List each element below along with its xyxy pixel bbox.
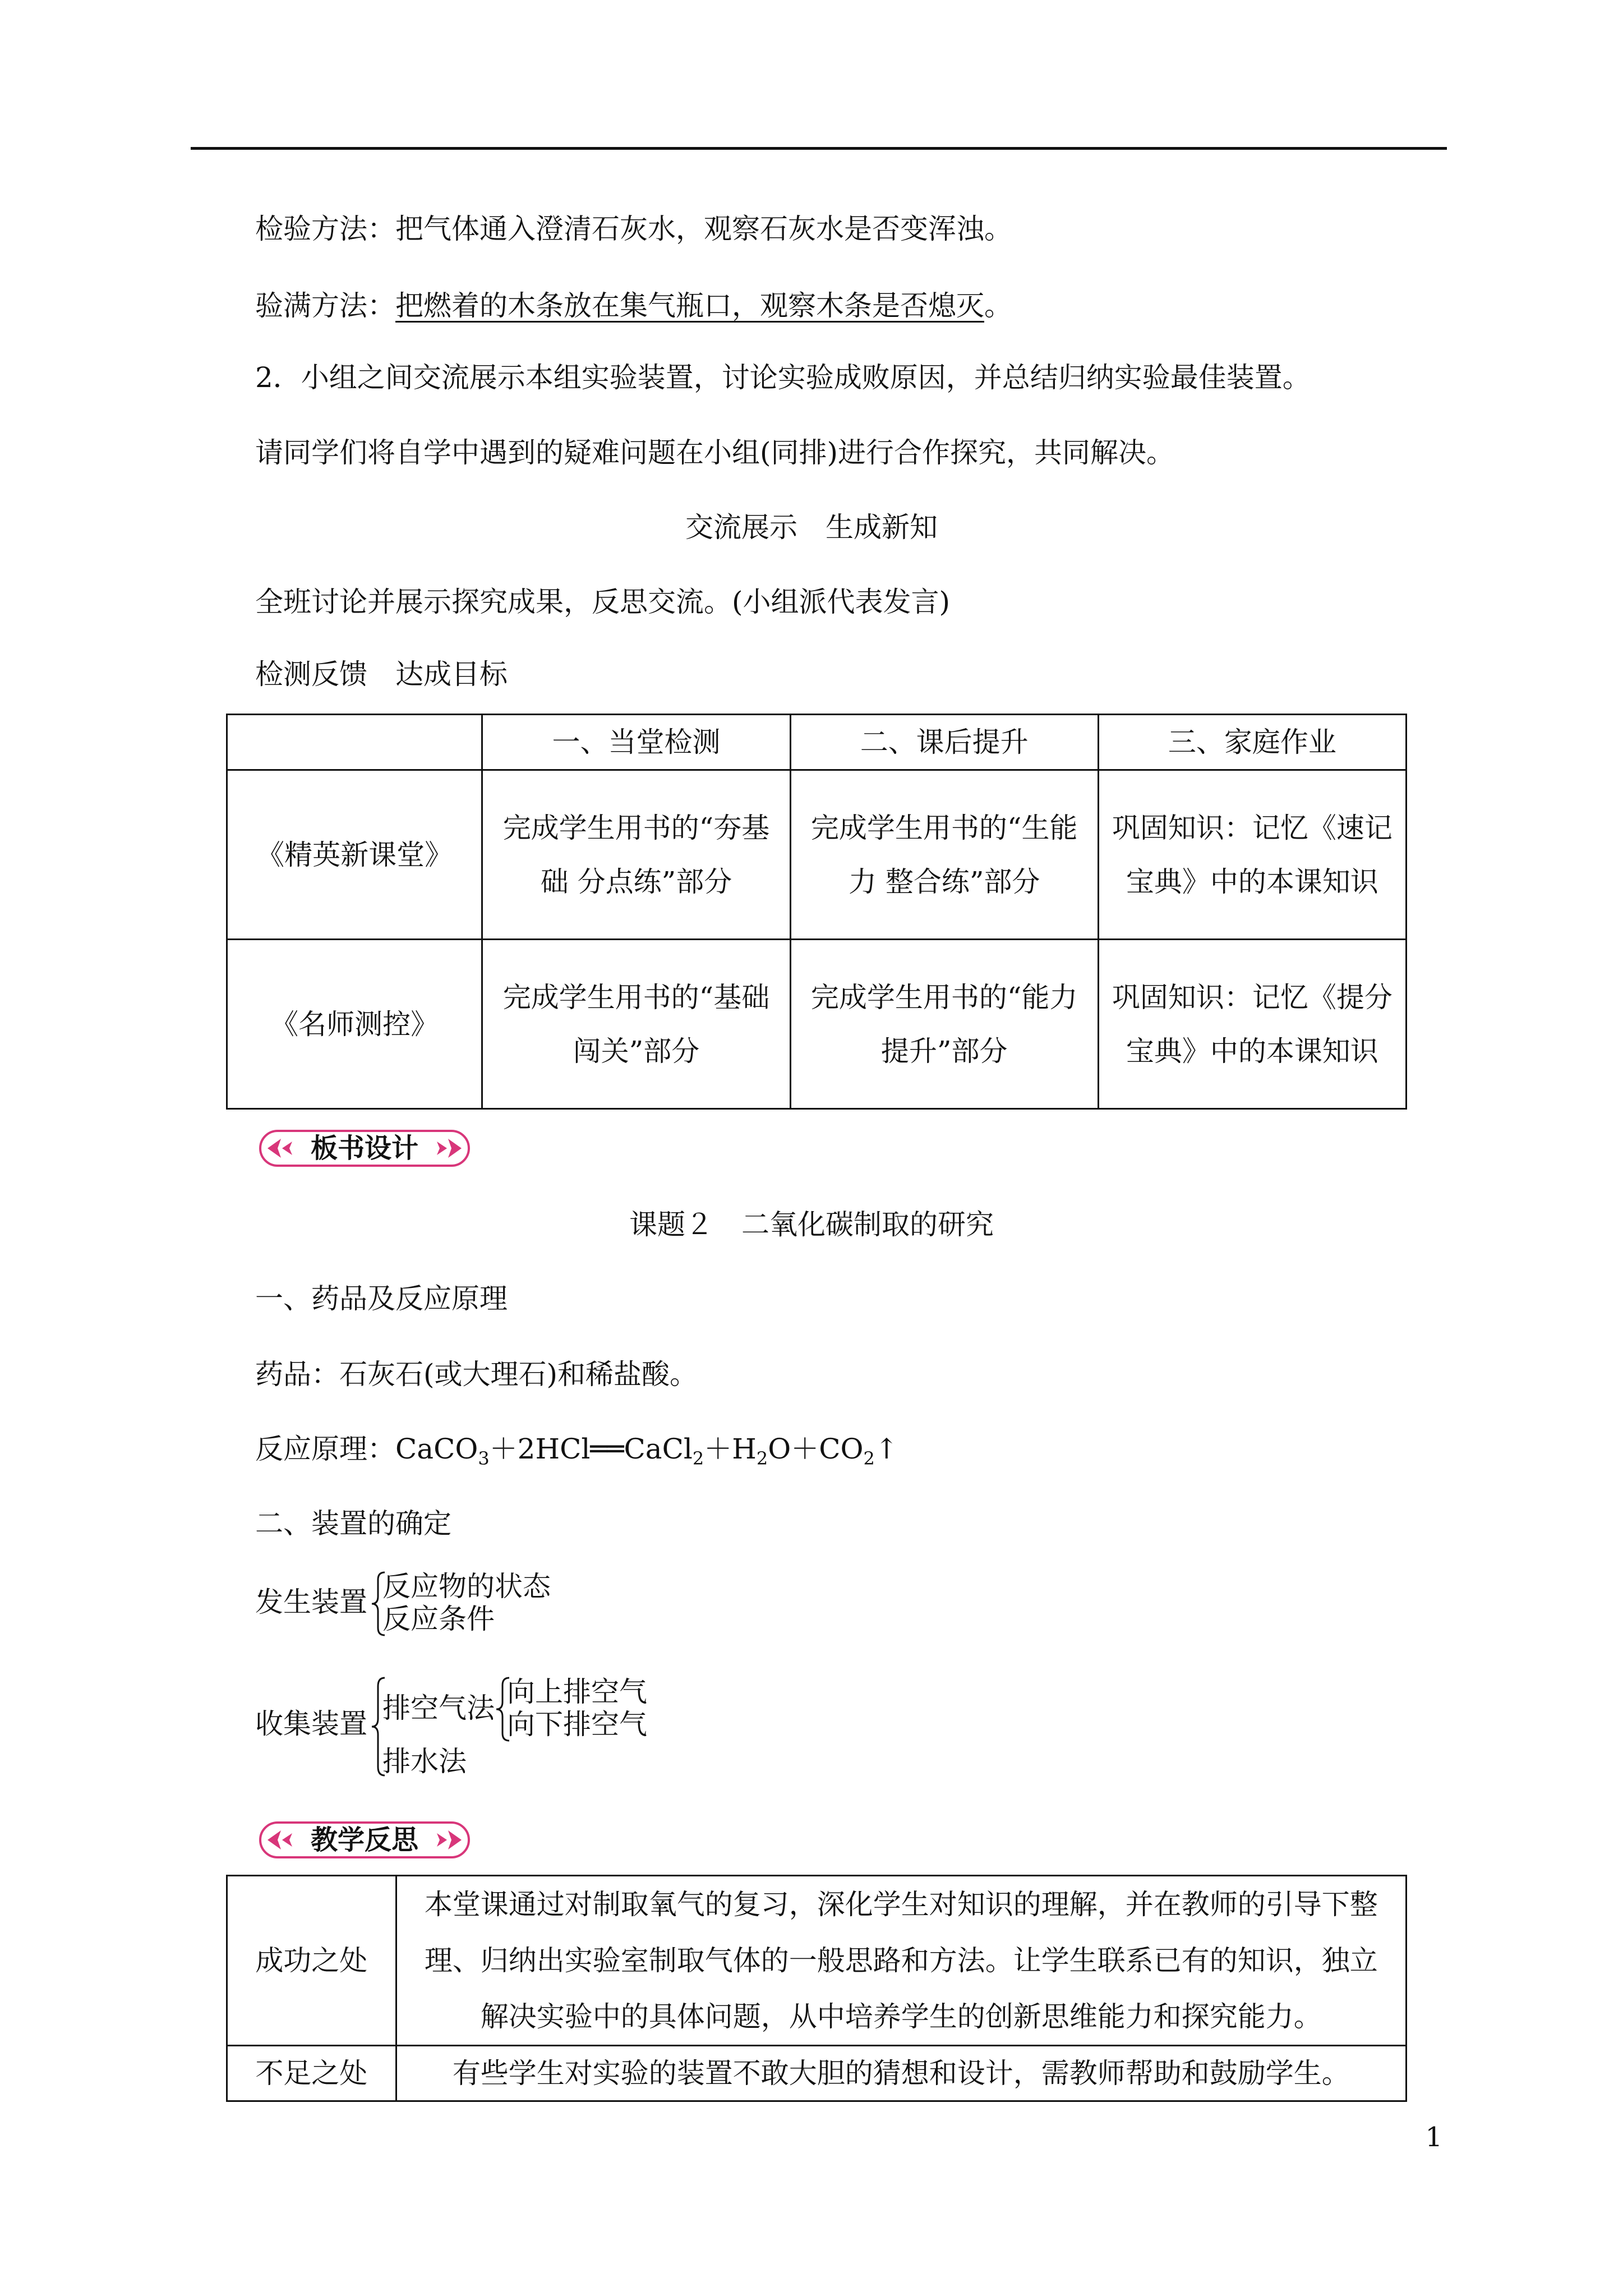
reflection-badge [255,1819,474,1861]
table-row [227,1876,1407,2046]
board-title: 课题２ 二氧化碳制取的研究 [629,1208,994,1241]
item-2-line: 2．小组之间交流展示本组实验装置，讨论实验成败原因，并总结归纳实验最佳装置。 [255,361,1311,394]
col-air-item: 向上排空气 [507,1676,647,1708]
board-drugs: 药品：石灰石(或大理石)和稀盐酸。 [255,1358,698,1391]
full-method-end: 。 [984,289,1012,322]
gen-device-item: 反应物的状态 [382,1570,551,1603]
table-cell: 成功之处 [227,1876,396,2046]
table-header-row [227,715,1407,770]
up-arrow-icon: ↑ [874,1433,898,1465]
table-header-cell: 一、当堂检测 [482,715,790,770]
reaction-subscript: 2 [756,1448,768,1469]
table-cell: 完成学生用书的“夯基础 分点练”部分 [482,770,790,940]
homework-table [226,714,1407,1110]
reaction-subscript: 2 [692,1448,704,1469]
col-water-label: 排水法 [382,1745,467,1778]
board-section-1: 一、药品及反应原理 [255,1282,508,1315]
table-cell: 完成学生用书的“生能力 整合练”部分 [790,770,1098,940]
table-header-cell: 三、家庭作业 [1098,715,1406,770]
cooperate-line: 请同学们将自学中遇到的疑难问题在小组(同排)进行合作探究，共同解决。 [255,436,1175,469]
check-method-line: 检验方法：把气体通入澄清石灰水，观察石灰水是否变浑浊。 [255,213,1012,245]
col-device-label: 收集装置 [255,1708,367,1740]
table-cell: 《名师测控》 [227,940,482,1109]
full-method-label: 验满方法： [255,289,395,322]
table-cell: 完成学生用书的“能力提升”部分 [790,940,1098,1109]
table-row [227,940,1407,1109]
gen-device-item: 反应条件 [382,1603,495,1635]
table-cell: 本堂课通过对制取氧气的复习，深化学生对知识的理解，并在教师的引导下整理、归纳出实验室制取气体的一般思路和方法。让学生联系已有的知识，独立解决实验中的具体问题，从中培养学生的创新思维能力和探究能力。 [396,1876,1406,2046]
feedback-heading: 检测反馈 达成目标 [255,658,508,691]
board-reaction [255,1432,898,1475]
page-number: 1 [1425,2122,1442,2153]
table-header-cell [227,715,482,770]
reaction-label: 反应原理： [255,1433,395,1465]
table-cell: 有些学生对实验的装置不敢大胆的猜想和设计，需教师帮助和鼓励学生。 [396,2046,1406,2101]
board-design-badge [255,1128,474,1169]
full-method-text: 把燃着的木条放在集气瓶口，观察木条是否熄灭 [395,289,984,322]
table-cell: 不足之处 [227,2046,396,2101]
table-cell: 巩固知识：记忆《速记宝典》中的本课知识 [1098,770,1406,940]
reflection-table [226,1875,1407,2102]
table-header-cell: 二、课后提升 [790,715,1098,770]
discussion-line: 全班讨论并展示探究成果，反思交流。(小组派代表发言) [255,586,951,618]
table-row [227,2046,1407,2101]
reaction-subscript: 2 [863,1448,875,1469]
reflection-label: 教学反思 [310,1824,418,1856]
section-exchange-heading: 交流展示 生成新知 [685,511,938,544]
header-rule [191,147,1447,150]
board-design-label: 板书设计 [310,1133,418,1164]
full-method-line [255,289,1012,323]
reaction-part: CaCO [395,1433,478,1465]
table-cell: 巩固知识：记忆《提分宝典》中的本课知识 [1098,940,1406,1109]
reaction-subscript: 3 [478,1448,490,1469]
table-cell: 完成学生用书的“基础闯关”部分 [482,940,790,1109]
col-air-item: 向下排空气 [507,1708,647,1741]
reaction-part: ＋H [704,1433,757,1465]
board-section-2: 二、装置的确定 [255,1507,451,1540]
table-row [227,770,1407,940]
gen-device-label: 发生装置 [255,1586,367,1618]
reaction-part: O＋CO [768,1433,864,1465]
reaction-part: ＋2HCl══CaCl [489,1433,693,1465]
col-air-label: 排空气法 [382,1692,495,1724]
table-cell: 《精英新课堂》 [227,770,482,940]
